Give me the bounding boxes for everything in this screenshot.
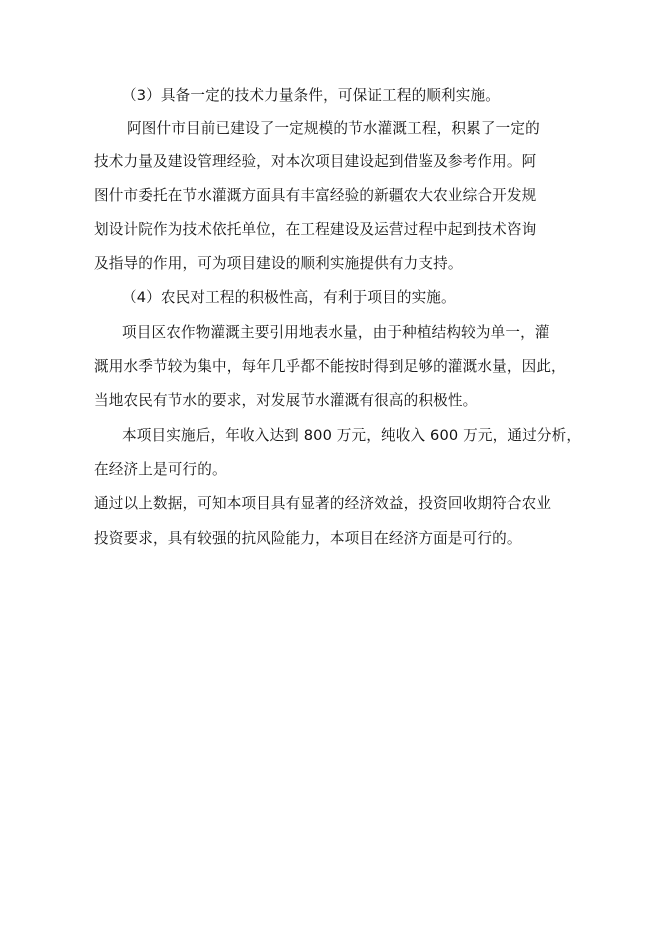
paragraph-4-line-2: 溉用水季节较为集中，每年几乎都不能按时得到足够的灌溉水量，因此， — [94, 358, 566, 375]
paragraph-2-line-3: 图什市委托在节水灌溉方面具有丰富经验的新疆农大农业综合开发规 — [94, 187, 537, 204]
paragraph-1-line-1: （3）具备一定的技术力量条件，可保证工程的顺利实施。 — [122, 87, 501, 104]
paragraph-5-line-1: 本项目实施后，年收入达到 800 万元，纯收入 600 万元，通过分析， — [122, 427, 582, 444]
paragraph-4-line-3: 当地农民有节水的要求，对发展节水灌溉有很高的积极性。 — [94, 392, 478, 409]
paragraph-2-line-1: 阿图什市目前已建设了一定规模的节水灌溉工程，积累了一定的 — [127, 120, 540, 137]
paragraph-3-line-1: （4）农民对工程的积极性高，有利于项目的实施。 — [122, 289, 456, 306]
paragraph-2-line-2: 技术力量及建设管理经验，对本次项目建设起到借鉴及参考作用。阿 — [94, 153, 537, 170]
paragraph-5-line-2: 在经济上是可行的。 — [94, 461, 227, 478]
paragraph-4-line-1: 项目区农作物灌溉主要引用地表水量，由于种植结构较为单一，灌 — [122, 324, 550, 341]
paragraph-6-line-2: 投资要求，具有较强的抗风险能力，本项目在经济方面是可行的。 — [94, 530, 522, 547]
paragraph-2-line-4: 划设计院作为技术依托单位，在工程建设及运营过程中起到技术咨询 — [94, 221, 537, 238]
paragraph-2-line-5: 及指导的作用，可为项目建设的顺利实施提供有力支持。 — [94, 255, 463, 272]
paragraph-6-line-1: 通过以上数据，可知本项目具有显著的经济效益，投资回收期符合农业 — [94, 495, 552, 512]
